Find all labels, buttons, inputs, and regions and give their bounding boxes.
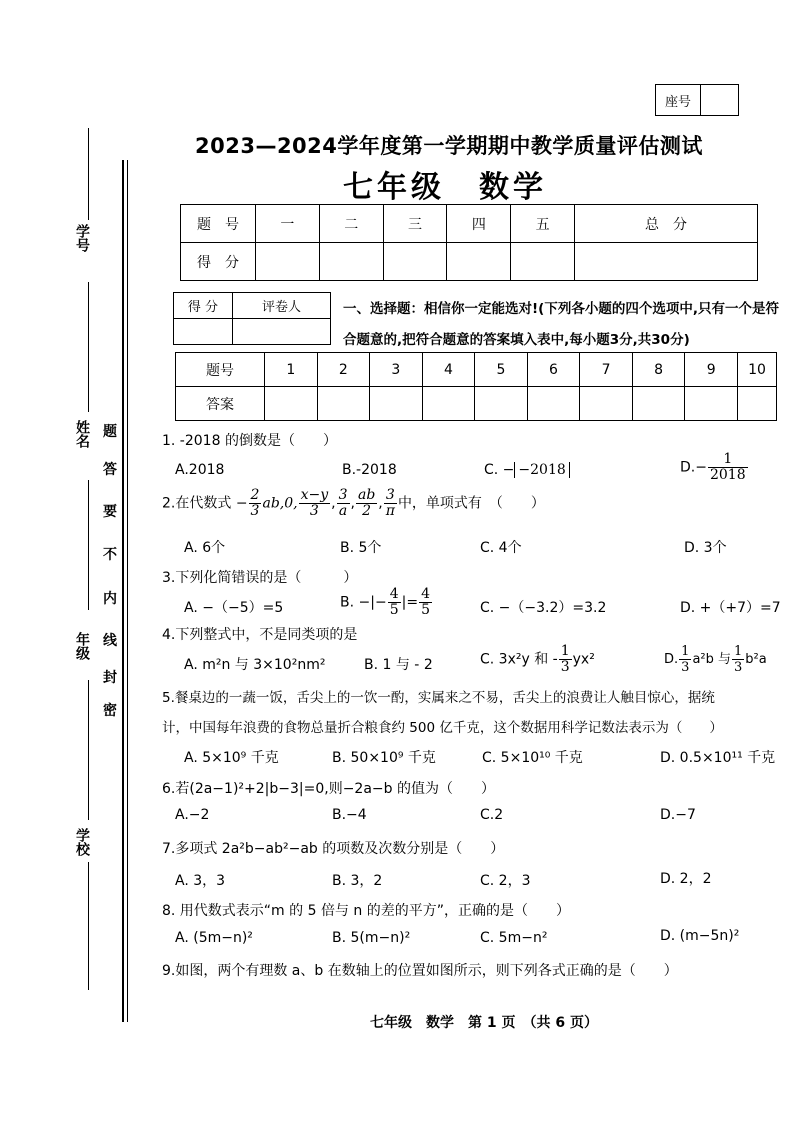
- q2-f2-num: x−y: [300, 487, 329, 503]
- score-header-3: 三: [383, 205, 447, 243]
- seal-char-3: 线: [103, 633, 117, 649]
- answer-cell-7[interactable]: [580, 387, 633, 421]
- question-1-option-b: B.-2018: [342, 462, 397, 478]
- question-7-option-a: A. 3，3: [175, 873, 226, 889]
- question-2-option-a: A. 6个: [184, 540, 226, 556]
- question-6-option-b: B.−4: [332, 807, 367, 823]
- seal-char-5: 不: [103, 547, 117, 563]
- name-label: 姓名: [74, 420, 90, 448]
- q2-f3-num: 3: [338, 487, 348, 503]
- seal-char-8: 题: [103, 424, 117, 440]
- q4-d-prefix: D.: [664, 652, 679, 667]
- q1-c-abs: −2018: [514, 462, 569, 478]
- q2-stem-suffix: 中，单项式有 （ ）: [397, 495, 545, 512]
- question-6-option-a: A.−2: [175, 807, 210, 823]
- q2-f3-den: a: [338, 503, 348, 519]
- q2-f2-den: 3: [309, 503, 319, 519]
- school-line: [88, 680, 89, 820]
- exam-title: 2023—2024学年度第一学期期中教学质量评估测试: [195, 134, 703, 158]
- grader-name-cell[interactable]: [233, 319, 331, 345]
- q4-c-num: 1: [560, 643, 570, 659]
- q2-mid1: ab,0,: [262, 495, 298, 512]
- score-header-1: 一: [256, 205, 320, 243]
- q1-d-den: 2018: [709, 467, 746, 483]
- q1-c-prefix: C. −: [484, 462, 515, 478]
- q2-f1-num: 2: [250, 487, 260, 503]
- seal-char-6: 要: [103, 504, 117, 520]
- score-header-5: 五: [511, 205, 575, 243]
- answer-number-4: 4: [422, 353, 475, 387]
- score-cell-2[interactable]: [319, 243, 383, 281]
- question-6-option-c: C.2: [480, 807, 504, 823]
- seat-number-box: [655, 84, 739, 116]
- question-5-option-b: B. 50×10⁹ 千克: [332, 750, 436, 766]
- answer-cell-5[interactable]: [475, 387, 528, 421]
- q2-f4-den: 2: [362, 503, 372, 519]
- question-2-option-d: D. 3个: [684, 540, 727, 556]
- student-id-line: [88, 128, 89, 220]
- question-7-option-c: C. 2，3: [480, 873, 531, 889]
- question-2-stem: 2.在代数式 − $\frac{2}{3}$ ab,0, $\frac{x-y}{3}$ , $\frac{3}{a}$ , $\frac{ab}{2}$ , $\frac{3}{\pi}$ 中，单项式有 （ ）: [162, 487, 545, 519]
- answer-number-10: 10: [738, 353, 777, 387]
- question-7-option-d: D. 2，2: [660, 871, 712, 887]
- question-4-option-c: [480, 644, 595, 675]
- q3-b-num1: 4: [389, 586, 399, 602]
- q3-b-mid: |=: [401, 594, 419, 611]
- answer-table-number-row: [176, 353, 777, 387]
- question-7-stem: 7.多项式 2a²b−ab²−ab 的项数及次数分别是（ ）: [162, 841, 505, 857]
- answer-cell-8[interactable]: [632, 387, 685, 421]
- score-table-score-row: [181, 243, 758, 281]
- grader-table: [173, 292, 331, 345]
- student-id-label: 学号: [74, 224, 90, 252]
- score-header-label: 题 号: [181, 205, 256, 243]
- question-3-option-a: A. −（−5）=5: [184, 600, 284, 616]
- answer-number-5: 5: [475, 353, 528, 387]
- question-1-option-a: A.2018: [175, 462, 225, 478]
- answer-cell-3[interactable]: [370, 387, 423, 421]
- q3-b-num2: 4: [421, 586, 430, 602]
- answer-number-9: 9: [685, 353, 738, 387]
- answer-number-8: 8: [632, 353, 685, 387]
- answer-table-answer-row: [176, 387, 777, 421]
- q2-f5-num: 3: [384, 488, 397, 504]
- question-3-option-b: [340, 587, 433, 618]
- answer-cell-9[interactable]: [685, 387, 738, 421]
- seal-char-4: 内: [103, 591, 117, 607]
- score-header-2: 二: [319, 205, 383, 243]
- q1-d-prefix: D.−: [680, 459, 707, 476]
- question-1-stem: 1. -2018 的倒数是（ ）: [162, 433, 337, 449]
- question-5-option-a: A. 5×10⁹ 千克: [184, 750, 279, 766]
- grader-score-label: 得 分: [174, 293, 233, 319]
- answer-cell-4[interactable]: [422, 387, 475, 421]
- answer-cell-2[interactable]: [317, 387, 370, 421]
- score-cell-3[interactable]: [383, 243, 447, 281]
- q4-c-den: 3: [560, 659, 570, 675]
- question-3-option-c: C. −（−3.2）=3.2: [480, 600, 607, 616]
- binding-line-inner: [127, 160, 128, 1022]
- q3-b-prefix: B. −|−: [340, 594, 387, 611]
- question-8-option-c: C. 5m−n²: [480, 930, 548, 946]
- answer-row-label: 答案: [176, 387, 265, 421]
- q4-d-mid: a²b 与: [692, 652, 731, 667]
- question-6-stem: 6.若(2a−1)²+2|b−3|=0,则−2a−b 的值为（ ）: [162, 781, 495, 797]
- q3-b-den1: 5: [389, 602, 399, 618]
- answer-table: [175, 352, 777, 421]
- q4-d-suffix: b²a: [745, 652, 767, 667]
- score-cell-total[interactable]: [575, 243, 758, 281]
- q4-c-prefix: C. 3x²y 和 -: [480, 651, 558, 668]
- question-8-stem: 8. 用代数式表示“m 的 5 倍与 n 的差的平方”，正确的是（ ）: [162, 903, 570, 919]
- score-row-label: 得 分: [181, 243, 256, 281]
- question-5-line-1: 5.餐桌边的一蔬一饭，舌尖上的一饮一酌，实属来之不易，舌尖上的浪费让人触目惊心，据统: [162, 690, 715, 706]
- q2-f4-num: ab: [357, 487, 376, 503]
- school-line-lower: [88, 862, 89, 990]
- q4-d-den2: 3: [734, 660, 743, 675]
- q2-f1-den: 3: [250, 503, 260, 519]
- binding-line-outer: [122, 160, 124, 1022]
- question-3-option-d: D. +（+7）=7: [680, 600, 781, 616]
- question-9-stem: 9.如图，两个有理数 a、b 在数轴上的位置如图所示，则下列各式正确的是（ ）: [162, 963, 678, 979]
- answer-number-7: 7: [580, 353, 633, 387]
- question-4-option-d: [664, 644, 767, 675]
- question-8-option-a: A. (5m−n)²: [175, 930, 253, 946]
- answer-header-label: 题号: [176, 353, 265, 387]
- question-2-option-b: B. 5个: [340, 540, 382, 556]
- score-cell-5[interactable]: [511, 243, 575, 281]
- q4-d-den1: 3: [681, 660, 690, 675]
- seat-number-label: 座号: [656, 85, 701, 115]
- question-1-option-d: [680, 452, 749, 483]
- answer-number-6: 6: [527, 353, 580, 387]
- grader-label: 评卷人: [233, 293, 331, 319]
- score-cell-4[interactable]: [447, 243, 511, 281]
- page-footer: 七年级 数学 第 1 页 （共 6 页）: [370, 1015, 598, 1031]
- question-4-stem: 4.下列整式中，不是同类项的是: [162, 627, 358, 643]
- question-2-option-c: C. 4个: [480, 540, 522, 556]
- score-header-4: 四: [447, 205, 511, 243]
- q4-d-num1: 1: [681, 644, 690, 659]
- question-4-option-b: B. 1 与 - 2: [364, 657, 433, 673]
- q4-c-suffix: yx²: [572, 651, 595, 668]
- school-label: 学校: [74, 828, 90, 856]
- question-4-option-a: A. m²n 与 3×10²nm²: [184, 657, 326, 673]
- grader-score-cell[interactable]: [174, 319, 233, 345]
- q2-f5-den: π: [385, 503, 395, 519]
- question-5-option-c: C. 5×10¹⁰ 千克: [482, 750, 583, 766]
- exam-subject-title: 七年级 数学: [343, 170, 547, 205]
- question-5-line-2: 计，中国每年浪费的食物总量折合粮食约 500 亿千克，这个数据用科学记数法表示为（ ）: [162, 720, 723, 736]
- question-7-option-b: B. 3，2: [332, 873, 383, 889]
- question-1-option-c: [484, 462, 570, 478]
- question-3-stem: 3.下列化简错误的是（ ）: [162, 570, 358, 586]
- question-5-option-d: D. 0.5×10¹¹ 千克: [660, 750, 776, 766]
- q1-d-num: 1: [708, 452, 748, 468]
- seal-char-7: 答: [103, 462, 117, 478]
- answer-cell-6[interactable]: [527, 387, 580, 421]
- seal-char-2: 封: [103, 670, 117, 686]
- answer-number-3: 3: [370, 353, 423, 387]
- q3-b-den2: 5: [421, 602, 430, 618]
- answer-number-2: 2: [317, 353, 370, 387]
- score-table-header-row: [181, 205, 758, 243]
- question-8-option-d: D. (m−5n)²: [660, 928, 740, 944]
- answer-cell-1[interactable]: [265, 387, 318, 421]
- seat-number-field[interactable]: [701, 85, 738, 115]
- q2-stem-prefix: 2.在代数式: [162, 495, 232, 512]
- q4-d-num2: 1: [734, 644, 743, 659]
- name-line: [88, 282, 89, 412]
- section-1-intro: 一、选择题：相信你一定能选对!(下列各小题的四个选项中,只有一个是符合题意的,把符合题意的答案填入表中,每小题3分,共30分): [343, 301, 779, 348]
- score-header-total: 总 分: [575, 205, 758, 243]
- score-cell-1[interactable]: [256, 243, 320, 281]
- score-table: [180, 204, 758, 281]
- grade-label: 年级: [74, 632, 90, 660]
- grade-line: [88, 480, 89, 610]
- seal-char-1: 密: [103, 703, 117, 719]
- question-8-option-b: B. 5(m−n)²: [332, 930, 411, 946]
- answer-cell-10[interactable]: [738, 387, 777, 421]
- question-6-option-d: D.−7: [660, 807, 696, 823]
- answer-number-1: 1: [265, 353, 318, 387]
